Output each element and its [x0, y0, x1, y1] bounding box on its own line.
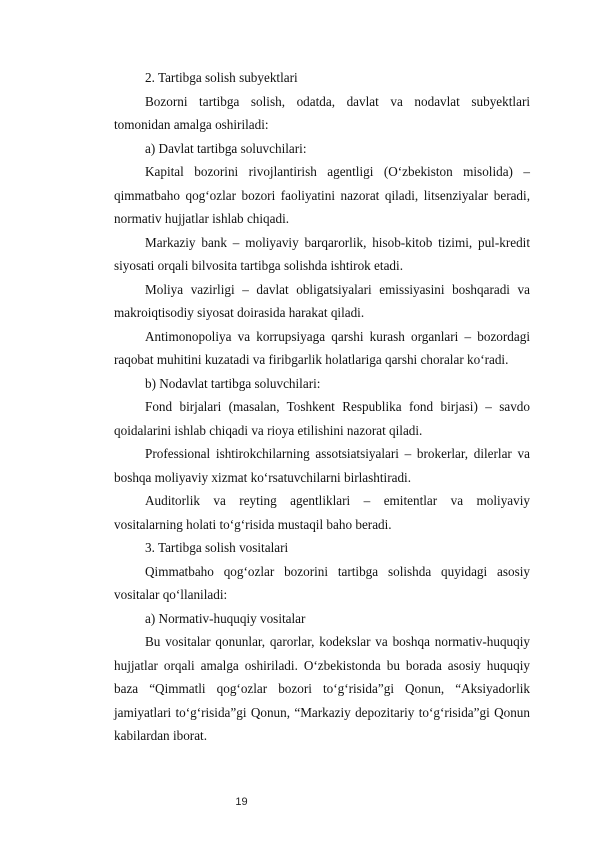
subheading-state-regulators: a) Davlat tartibga soluvchilari:	[145, 140, 307, 156]
subheading-legal-instruments: a) Normativ-huquqiy vositalar	[145, 610, 306, 626]
section-heading-subjects: 2. Tartibga solish subyektlari	[145, 70, 298, 85]
paragraph: Bozorni tartibga solish, odatda, davlat va nodavlat subyektlari tomonidan amalga oshiriladi:	[114, 93, 530, 132]
paragraph: Bu vositalar qonunlar, qarorlar, kodekslar va boshqa normativ-huquqiy hujjatlar orqali amalga oshiriladi. O‘zbekistonda bu borada asosiy huquqiy baza “Qimmatli qog‘ozlar bozori to‘g‘risida”gi Qonun, “Aksiyadorlik jamiyatlari to‘g‘risida”gi Qonun, “Markaziy depozitariy to‘g‘risida”gi Qonun kabilardan iborat.	[114, 634, 530, 743]
paragraph: Kapital bozorini rivojlantirish agentligi (O‘zbekiston misolida) – qimmatbaho qog‘ozlar bozori faoliyatini nazorat qiladi, litsenziyalar beradi, normativ hujjatlar ishlab chiqadi.	[114, 164, 530, 226]
paragraph: Qimmatbaho qog‘ozlar bozorini tartibga solishda quyidagi asosiy vositalar qo‘llaniladi:	[114, 563, 530, 602]
paragraph: Moliya vazirligi – davlat obligatsiyalari emissiyasini boshqaradi va makroiqtisodiy siyosat doirasida harakat qiladi.	[114, 281, 530, 320]
subheading-nonstate-regulators: b) Nodavlat tartibga soluvchilari:	[145, 375, 321, 391]
page-number	[0, 796, 595, 808]
paragraph: Antimonopoliya va korrupsiyaga qarshi kurash organlari – bozordagi raqobat muhitini kuzatadi va firibgarlik holatlariga qarshi choralar ko‘radi.	[114, 328, 530, 367]
paragraph: Professional ishtirokchilarning assotsiatsiyalari – brokerlar, dilerlar va boshqa moliyaviy xizmat ko‘rsatuvchilarni birlashtiradi.	[114, 446, 530, 485]
paragraph: Auditorlik va reyting agentliklari – emitentlar va moliyaviy vositalarning holati to‘g‘risida mustaqil baho beradi.	[114, 493, 530, 532]
section-heading-instruments: 3. Tartibga solish vositalari	[145, 540, 289, 555]
paragraph: Markaziy bank – moliyaviy barqarorlik, hisob-kitob tizimi, pul-kredit siyosati orqali bilvosita tartibga solishda ishtirok etadi.	[114, 234, 530, 273]
document-body	[114, 66, 530, 748]
page-number-text: 19	[235, 796, 248, 808]
paragraph: Fond birjalari (masalan, Toshkent Respublika fond birjasi) – savdo qoidalarini ishlab chiqadi va rioya etilishini nazorat qiladi.	[114, 399, 530, 438]
